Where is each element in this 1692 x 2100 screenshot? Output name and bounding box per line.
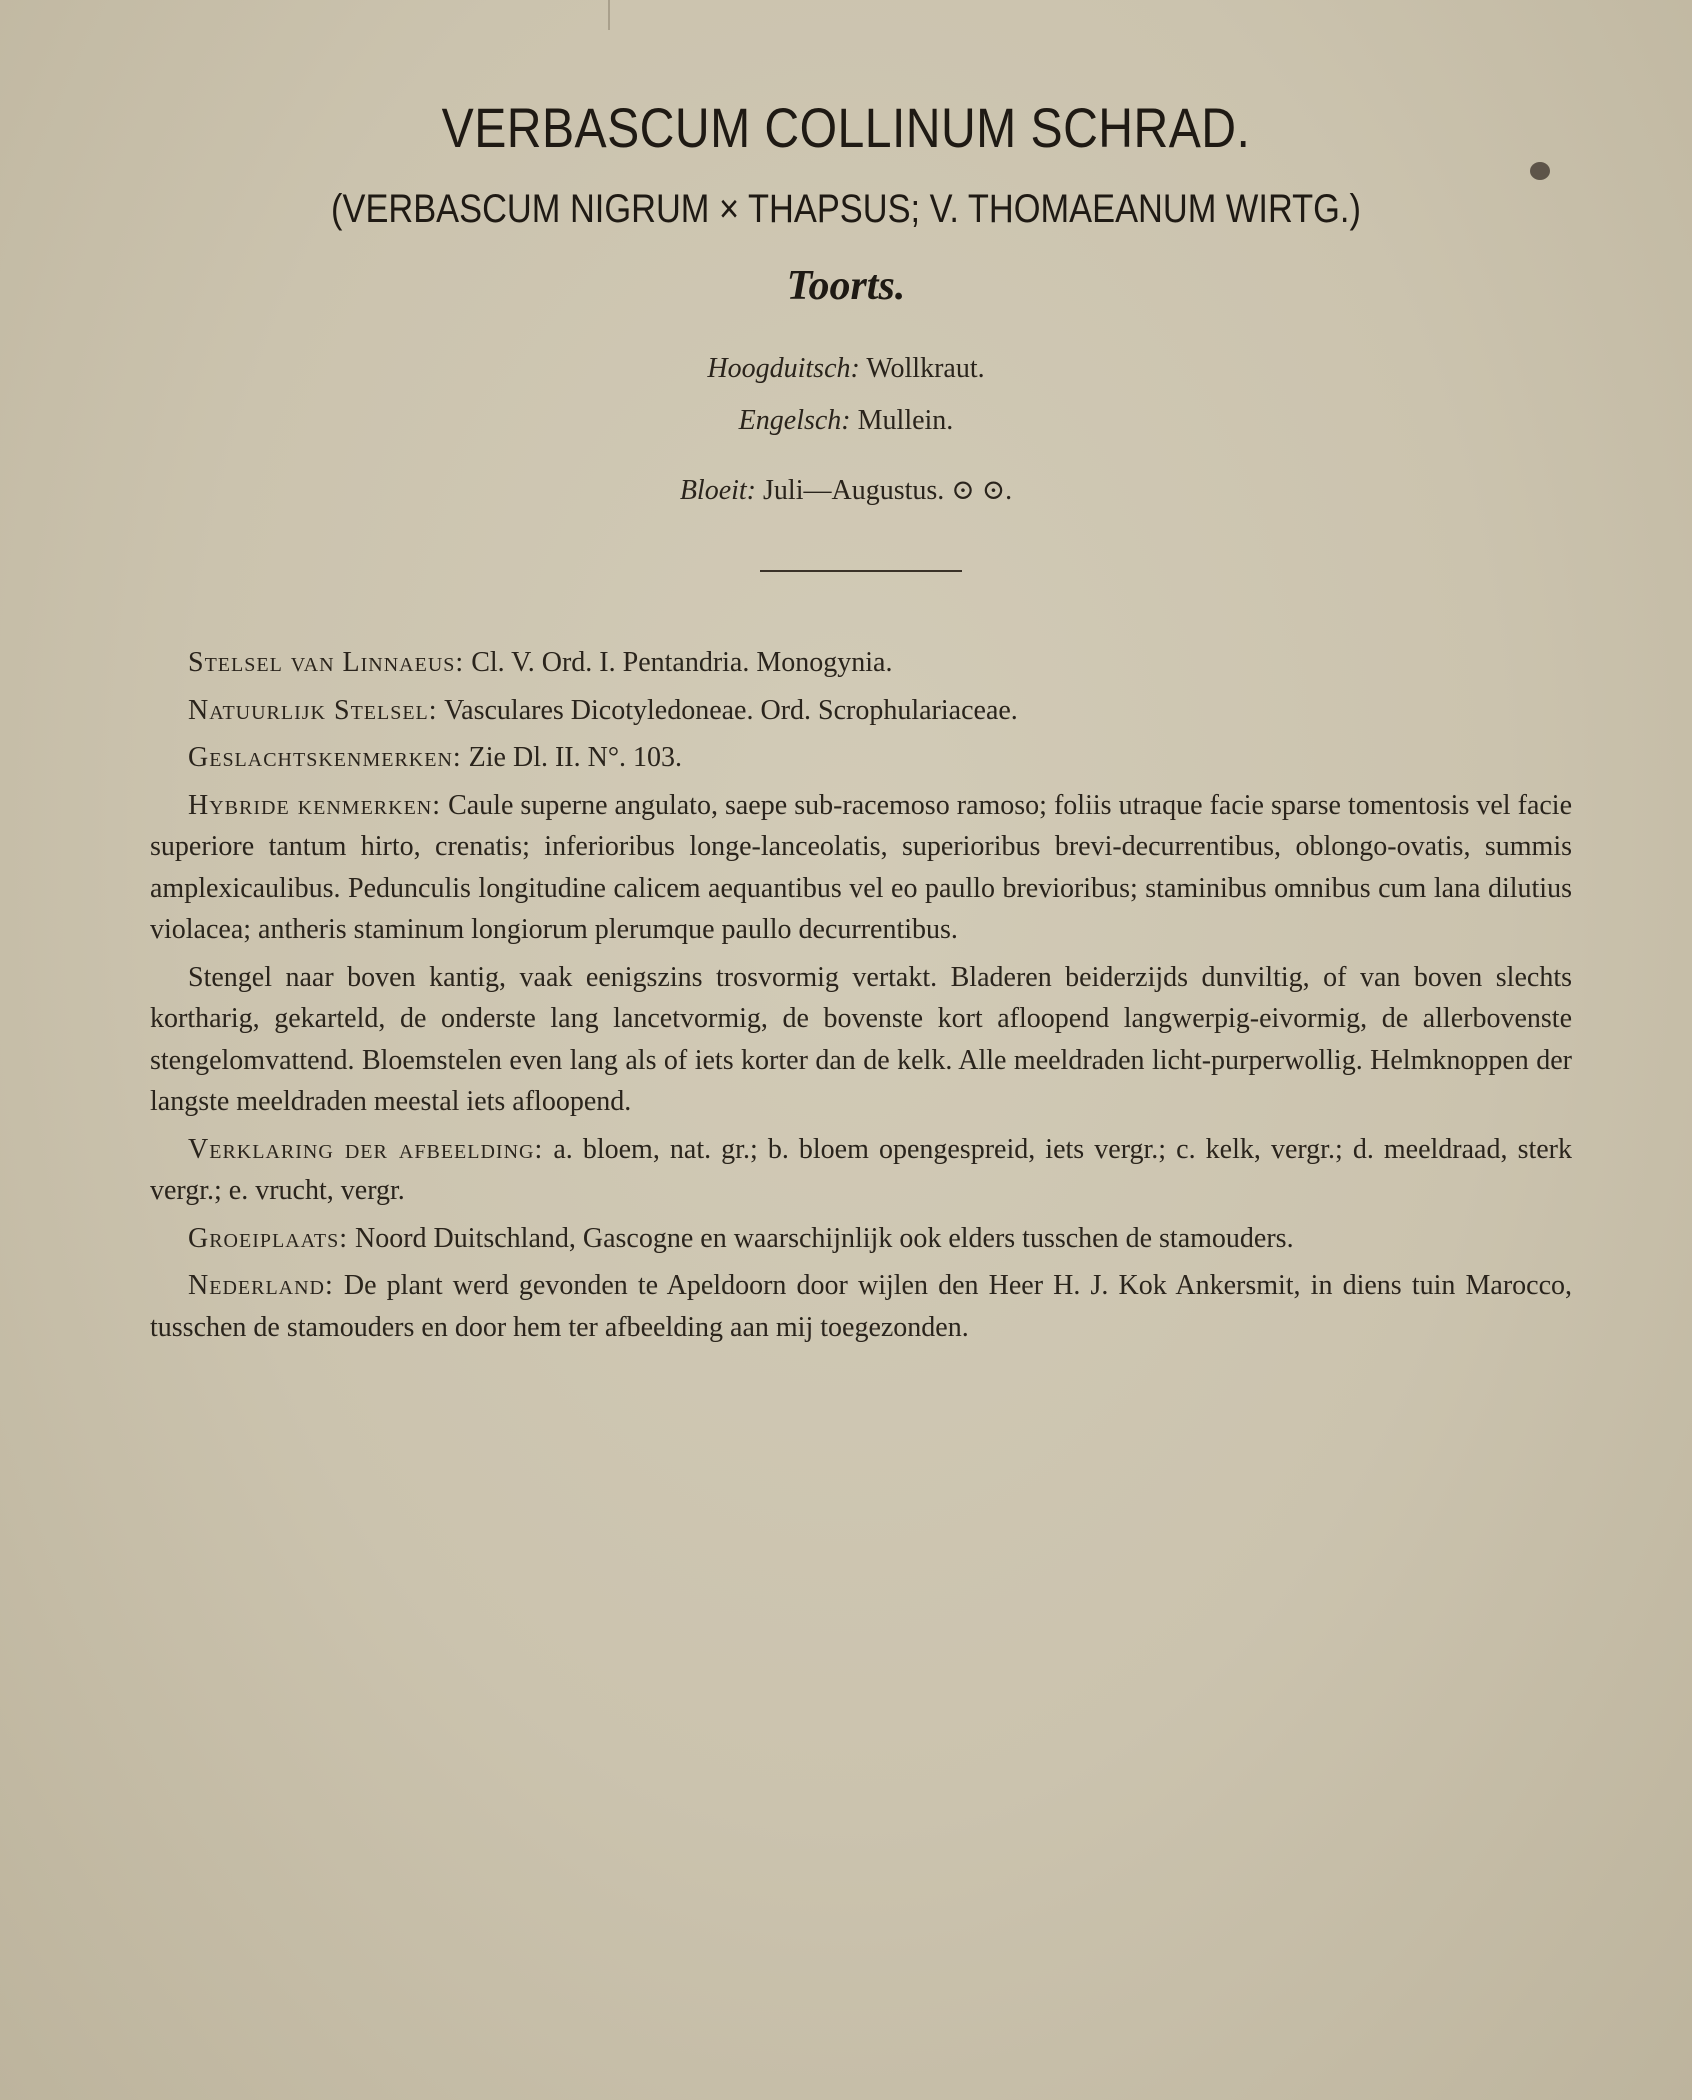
page-header [0, 95, 1692, 517]
description-body [150, 642, 1572, 1354]
section-genus-characters [150, 737, 1572, 779]
section-text: Zie Dl. II. N°. 103. [468, 742, 683, 773]
section-text: De plant werd gevonden te Apeldoorn door wijlen den Heer H. J. Kok Ankersmit, in diens tuin Marocco, tusschen de stamouders en door hem ter afbeelding aan mij toegezonden. [150, 1270, 1573, 1343]
bloom-period [0, 465, 1692, 517]
bloom-label: Bloeit: [679, 475, 757, 506]
divider [760, 570, 962, 572]
name-row-english [0, 395, 1692, 447]
page-title: VERBASCUM COLLINUM SCHRAD. [441, 96, 1251, 159]
vernacular-names [0, 343, 1692, 447]
section-text: a. bloem, nat. gr.; b. bloem opengespreid, iets vergr.; c. kelk, vergr.; d. meeldraad, sterk vergr.; e. vrucht, vergr. [150, 1133, 1572, 1206]
section-label: Natuurlijk Stelsel: [188, 694, 438, 726]
section-label: Verklaring der afbeelding: [188, 1133, 544, 1165]
section-label: Stelsel van Linnaeus: [188, 647, 465, 678]
section-text: Cl. V. Ord. I. Pentandria. Monogynia. [471, 647, 893, 678]
section-label: Hybride kenmerken: [188, 789, 442, 821]
section-linnaeus [150, 642, 1572, 684]
bloom-value: Juli—Augustus. ⊙ ⊙. [763, 475, 1013, 506]
section-label: Nederland: [188, 1270, 334, 1301]
section-hybrid-characters [150, 785, 1572, 951]
name-row-german [0, 343, 1692, 395]
section-text: Noord Duitschland, Gascogne en waarschijnlijk ook elders tusschen de stamouders. [355, 1222, 1294, 1254]
section-text: Vasculares Dicotyledoneae. Ord. Scrophulariaceae. [444, 694, 1018, 726]
section-natural-system [150, 690, 1572, 732]
section-text: Stengel naar boven kantig, vaak eenigszins trosvormig vertakt. Bladeren beiderzijds dunviltig, of van boven slechts kortharig, gekarteld, de onderste lang lancetvormig, de bovenste kort afloopend langwerpig-eivormig, de allerbovenste stengelomvattend. Bloemstelen even lang als of iets korter dan de kelk. Alle meeldraden licht-purperwollig. Helmknoppen der langste meeldraden meestal iets afloopend. [150, 961, 1572, 1117]
name-label: Hoogduitsch: [707, 353, 860, 384]
page-subtitle: (VERBASCUM NIGRUM × THAPSUS; V. THOMAEANUM WIRTG.) [331, 187, 1361, 231]
name-label: Engelsch: [738, 405, 851, 436]
section-habitat [150, 1218, 1572, 1260]
common-name: Toorts. [786, 263, 906, 309]
section-dutch-description [150, 957, 1572, 1123]
section-figure-explanation [150, 1129, 1572, 1212]
section-label: Geslachtskenmerken: [188, 742, 462, 773]
section-text: Caule superne angulato, saepe sub-racemoso ramoso; foliis utraque facie sparse tomentosis vel facie superiore tantum hirto, crenatis; inferioribus longe-lanceolatis, superioribus brevi-decurrentibus, oblongo-ovatis, summis amplexicaulibus. Pedunculis longitudine calicem aequantibus vel eo paullo brevioribus; staminibus omnibus cum lana dilutius violacea; antheris staminum longiorum plerumque paullo decurrentibus. [150, 789, 1573, 945]
name-value: Mullein. [857, 405, 954, 436]
name-value: Wollkraut. [866, 353, 985, 384]
section-netherlands [150, 1265, 1572, 1348]
section-label: Groeiplaats: [188, 1222, 349, 1254]
scan-mark [608, 0, 610, 30]
